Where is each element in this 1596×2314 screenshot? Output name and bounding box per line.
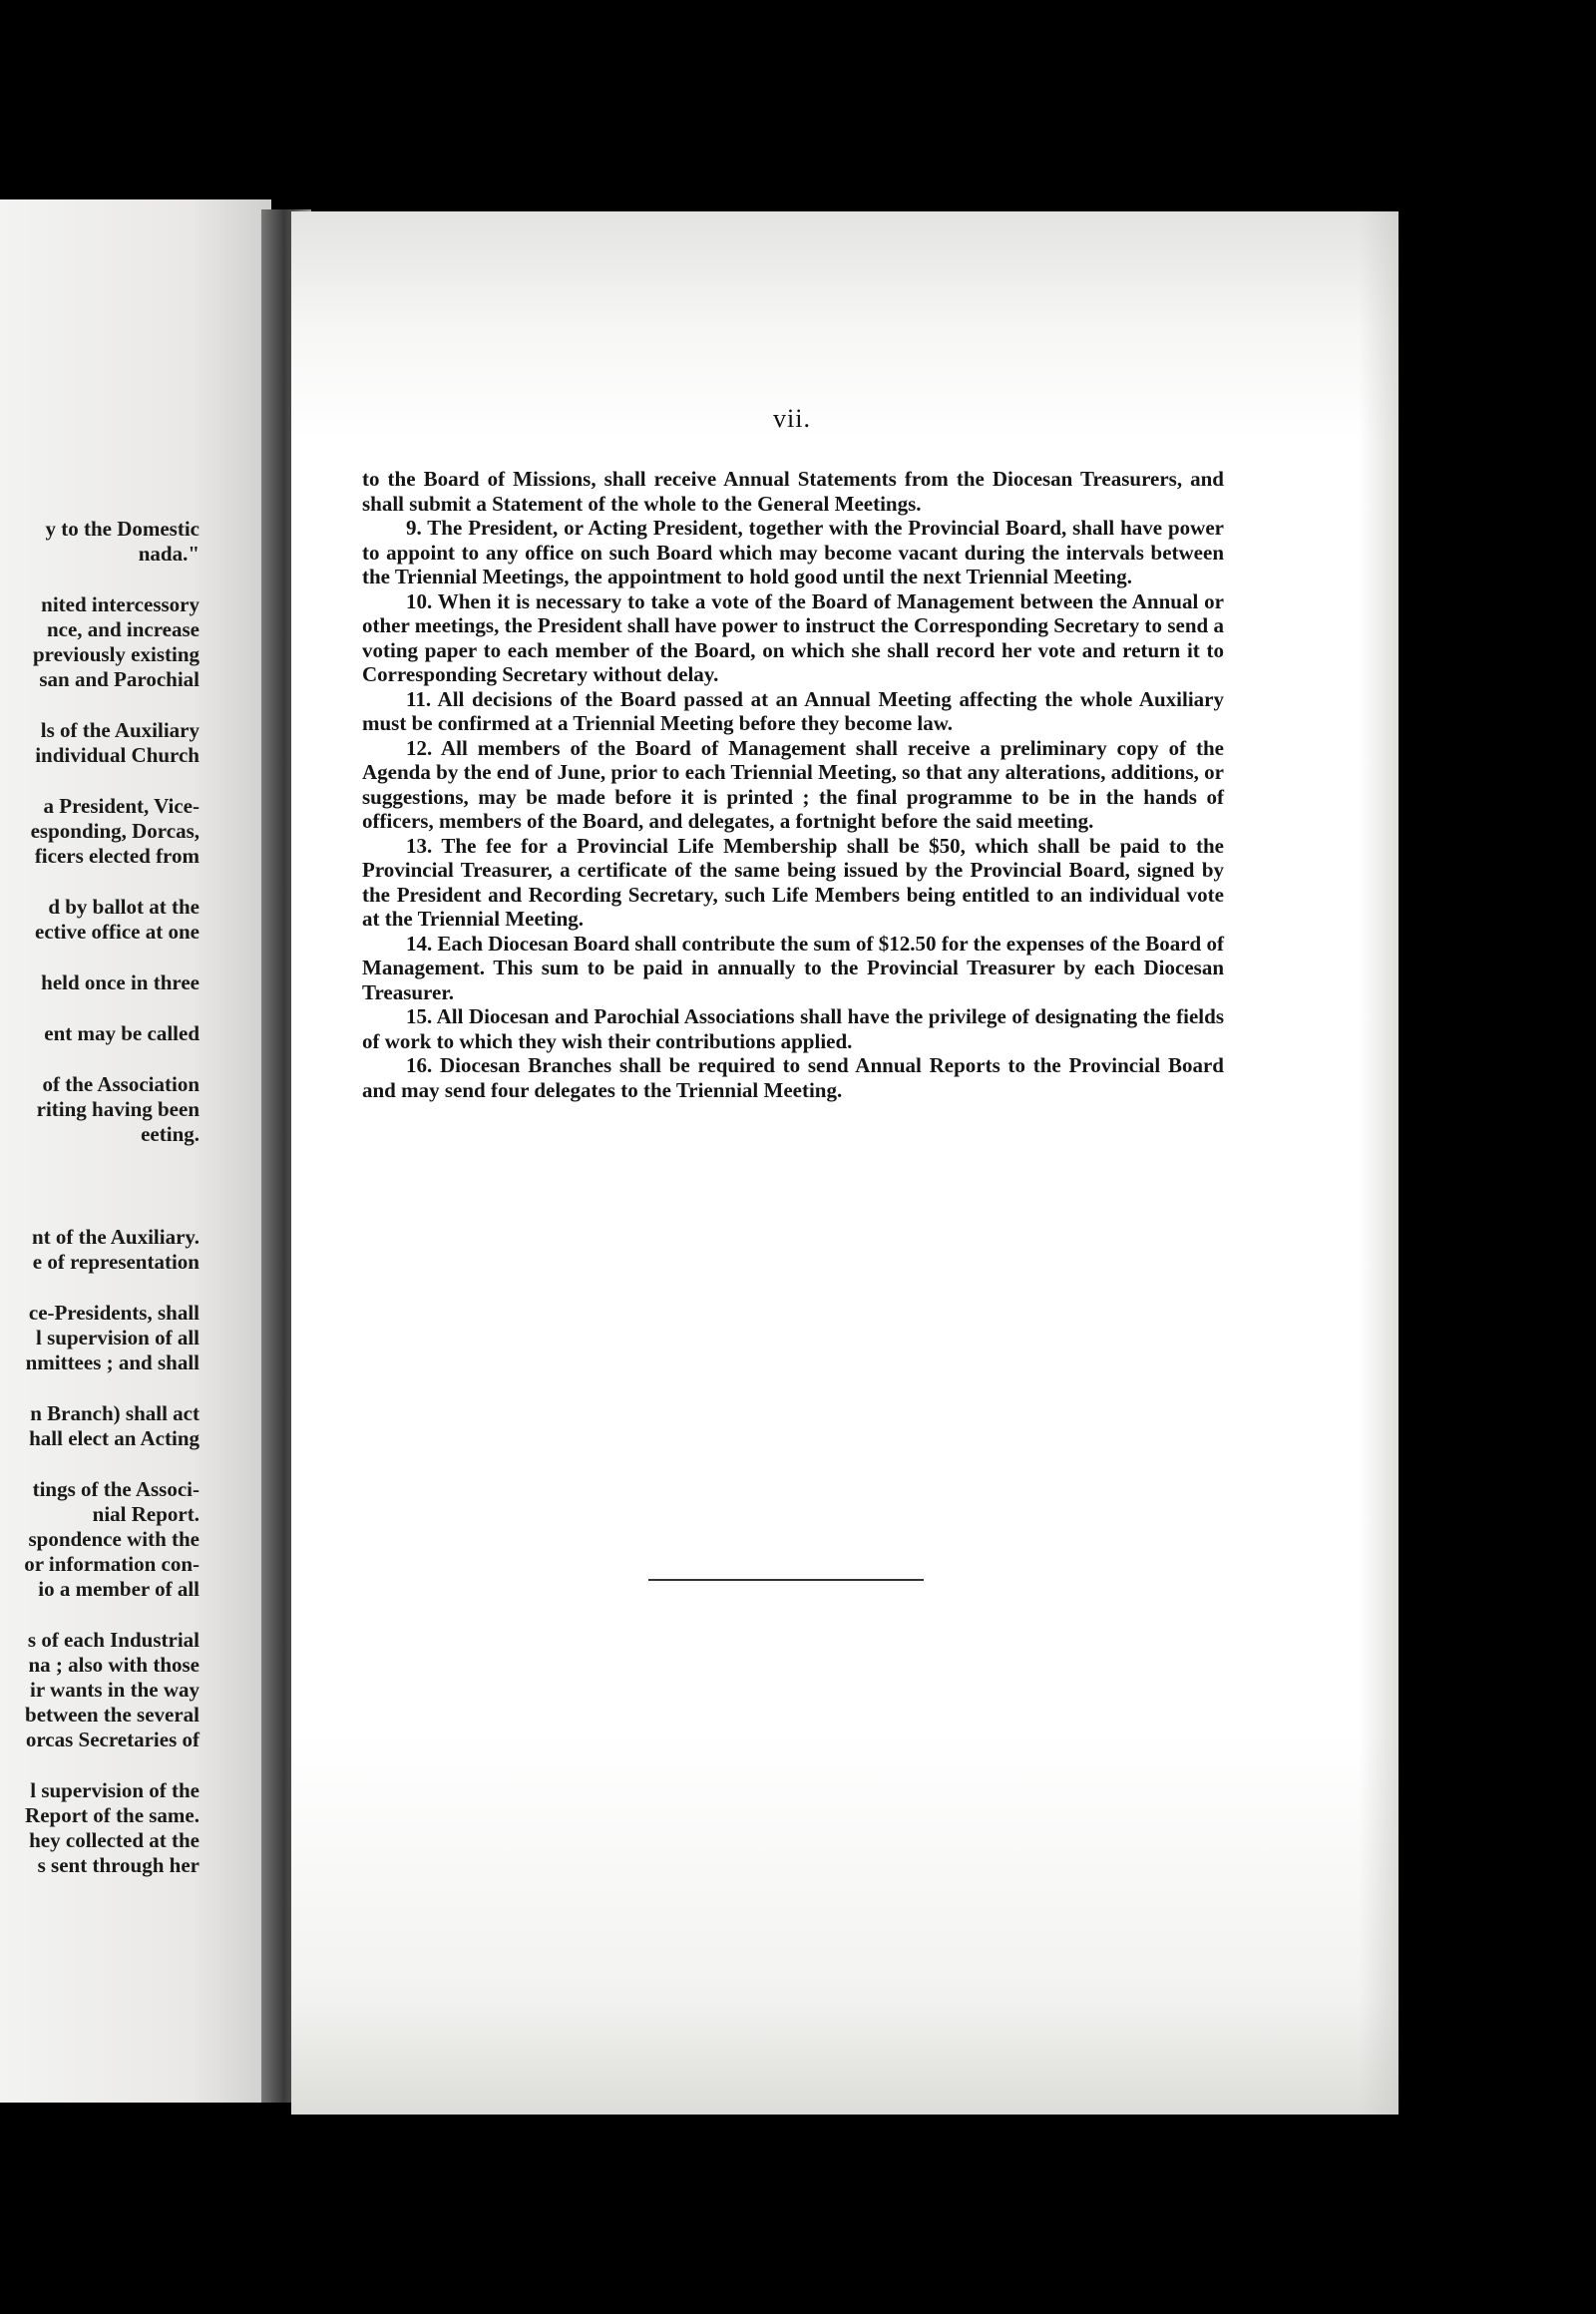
left-page-line: hall elect an Acting <box>29 1426 200 1450</box>
left-page-line: Report of the same. <box>25 1803 200 1827</box>
left-page-gap <box>0 1451 200 1477</box>
left-page-line: n Branch) shall act <box>30 1401 200 1425</box>
left-page-gap <box>0 1375 200 1401</box>
left-page-gap <box>0 1752 200 1778</box>
left-page-line: d by ballot at the <box>48 895 200 919</box>
paragraph-16: 16. Diocesan Branches shall be required to send Annual Reports to the Provincial Board and may send four delegates to the Triennial Meeting. <box>362 1053 1224 1102</box>
left-page-line: nt of the Auxiliary. <box>31 1225 200 1249</box>
left-page-line: spondence with the <box>28 1527 200 1551</box>
left-page-line: io a member of all <box>38 1577 200 1601</box>
left-page-line: riting having been <box>36 1097 200 1121</box>
left-page-line: previously existing <box>32 642 200 666</box>
left-page-gap <box>0 945 200 970</box>
left-page-line: l supervision of the <box>30 1778 200 1802</box>
left-page-gap <box>0 995 200 1021</box>
left-page-line: nited intercessory <box>41 592 200 616</box>
left-page-line: ective office at one <box>35 920 200 944</box>
paragraph-continuation: to the Board of Missions, shall receive Annual Statements from the Diocesan Treasurers, and shall submit a Statement of the whole to the General Meetings. <box>362 467 1224 516</box>
left-page-text <box>0 517 200 1878</box>
left-page-gap <box>0 692 200 718</box>
paragraph-14: 14. Each Diocesan Board shall contribute the sum of $12.50 for the expenses of the Board of Management. This sum to be paid in annually to the Provincial Treasurer by each Diocesan Treasurer. <box>362 931 1224 1004</box>
left-page-line: y to the Domestic <box>45 517 200 541</box>
left-page-line: ent may be called <box>44 1021 200 1045</box>
left-page-line: nce, and increase <box>46 617 200 641</box>
left-page-line: of the Association <box>42 1072 200 1096</box>
left-page-gap <box>0 1046 200 1072</box>
left-page-line: nial Report. <box>92 1502 200 1526</box>
left-page <box>0 199 271 2103</box>
left-page-line: nmittees ; and shall <box>25 1350 200 1374</box>
left-page-line: esponding, Dorcas, <box>30 819 200 843</box>
left-page-line: s of each Industrial <box>27 1628 200 1652</box>
paragraph-15: 15. All Diocesan and Parochial Associations shall have the privilege of designating the fields of work to which they wish their contributions applied. <box>362 1004 1224 1053</box>
left-page-line: ce-Presidents, shall <box>28 1301 200 1325</box>
paragraph-11: 11. All decisions of the Board passed at an Annual Meeting affecting the whole Auxiliary must be confirmed at a Triennial Meeting before they become law. <box>362 686 1224 735</box>
left-page-line: l supervision of all <box>36 1326 200 1350</box>
paragraph-13: 13. The fee for a Provincial Life Membership shall be $50, which shall be paid to the Provincial Treasurer, a certificate of the same being issued by the Provincial Board, signed by the President and Recording Secretary, such Life Members being entitled to an individual vote at the Triennial Meeting. <box>362 833 1224 931</box>
left-page-line: tings of the Associ- <box>32 1477 200 1501</box>
left-page-line: nada." <box>138 542 200 566</box>
left-page-gap <box>0 869 200 895</box>
left-page-line: eeting. <box>141 1122 200 1146</box>
left-page-line: ficers elected from <box>34 844 200 868</box>
paragraph-9: 9. The President, or Acting President, together with the Provincial Board, shall have power to appoint to any office on such Board which may become vacant during the intervals between the Triennial Meetings, the appointment to hold good until the next Triennial Meeting. <box>362 516 1224 588</box>
left-page-line: orcas Secretaries of <box>25 1728 200 1751</box>
left-page-line: na ; also with those <box>28 1653 200 1677</box>
left-page-line: s sent through her <box>37 1853 200 1877</box>
left-page-line: a President, Vice- <box>43 794 200 818</box>
page-body <box>362 467 1224 1102</box>
left-page-line: or information con- <box>24 1552 200 1576</box>
left-page-gap <box>0 567 200 592</box>
left-page-gap <box>0 1173 200 1199</box>
left-page-gap <box>0 1602 200 1628</box>
left-page-line: ls of the Auxiliary <box>40 718 200 742</box>
left-page-line: individual Church <box>35 743 200 767</box>
left-page-gap <box>0 1147 200 1173</box>
left-page-line: san and Parochial <box>39 667 200 691</box>
page-number: vii. <box>773 404 811 433</box>
paragraph-10: 10. When it is necessary to take a vote of the Board of Management between the Annual or other meetings, the President shall have power to instruct the Corresponding Secretary to send a voting paper to each member of the Board, on which she shall record her vote and return it to Corresponding Secretary without delay. <box>362 588 1224 686</box>
left-page-line: between the several <box>25 1703 200 1727</box>
left-page-line: hey collected at the <box>29 1828 200 1852</box>
left-page-line: e of representation <box>32 1250 200 1274</box>
left-page-line: held once in three <box>41 970 200 994</box>
left-page-line: ir wants in the way <box>30 1678 200 1702</box>
left-page-gap <box>0 768 200 794</box>
left-page-gap <box>0 1199 200 1225</box>
paragraph-12: 12. All members of the Board of Management shall receive a preliminary copy of the Agenda by the end of June, prior to each Triennial Meeting, so that any alterations, additions, or suggestions, may be made before it is printed ; the final programme to be in the hands of officers, members of the Board, and delegates, a fortnight before the said meeting. <box>362 735 1224 833</box>
left-page-gap <box>0 1275 200 1301</box>
section-divider-rule <box>648 1579 924 1581</box>
